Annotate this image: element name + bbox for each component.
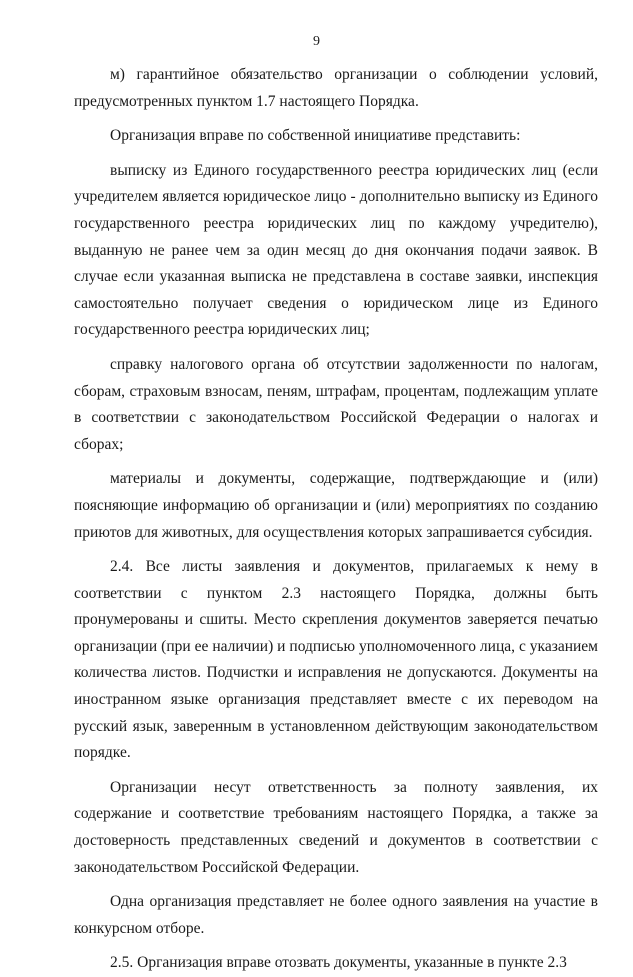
paragraph-tax-certificate: справку налогового органа об отсутствии задолженности по налогам, сборам, страховым взносам, пеням, штрафам, процентам, подлежащим уплате в соответствии с законодательством Российской Федерации о налогах и сборах; [74, 355, 598, 453]
page-number: 9 [313, 34, 320, 49]
paragraph-one-application: Одна организация представляет не более одного заявления на участие в конкурсном отборе. [74, 893, 598, 937]
paragraph-responsibility: Организации несут ответственность за полноту заявления, их содержание и соответствие требованиям настоящего Порядка, а также за достоверность представленных сведений и документов в соответствии с законодательством Российской Федерации. [74, 778, 598, 876]
paragraph-materials-documents: материалы и документы, содержащие, подтверждающие и (или) поясняющие информацию об организации и (или) мероприятиях по созданию приютов для животных, для осуществления которых запрашивается субсидия. [74, 470, 598, 541]
paragraph-section-2-5: 2.5. Организация вправе отозвать документы, указанные в пункте 2.3 [110, 954, 567, 972]
paragraph-section-2-4: 2.4. Все листы заявления и документов, прилагаемых к нему в соответствии с пунктом 2.3 настоящего Порядка, должны быть пронумерованы и сшиты. Место скрепления документов заверяется печатью организации (при ее наличии) и подписью уполномоченного лица, с указанием количества листов. Подчистки и исправления не допускаются. Документы на иностранном языке организация представляет вместе с их переводом на русский язык, заверенным в установленном действующим законодательством порядке. [74, 558, 598, 762]
document-body [74, 62, 598, 977]
paragraph-item-m-guarantee: м) гарантийное обязательство организации о соблюдении условий, предусмотренных пунктом 1.7 настоящего Порядка. [74, 66, 598, 110]
paragraph-optional-documents-intro: Организация вправе по собственной инициативе представить: [110, 127, 521, 145]
paragraph-registry-extract: выписку из Единого государственного реестра юридических лиц (если учредителем является юридическое лицо - дополнительно выписку из Единого государственного реестра юридических лиц по каждому учредителю), выданную не ранее чем за один месяц до дня окончания подачи заявок. В случае если указанная выписка не представлена в составе заявки, инспекция самостоятельно получает сведения о юридическом лице из Единого государственного реестра юридических лиц; [74, 161, 598, 339]
